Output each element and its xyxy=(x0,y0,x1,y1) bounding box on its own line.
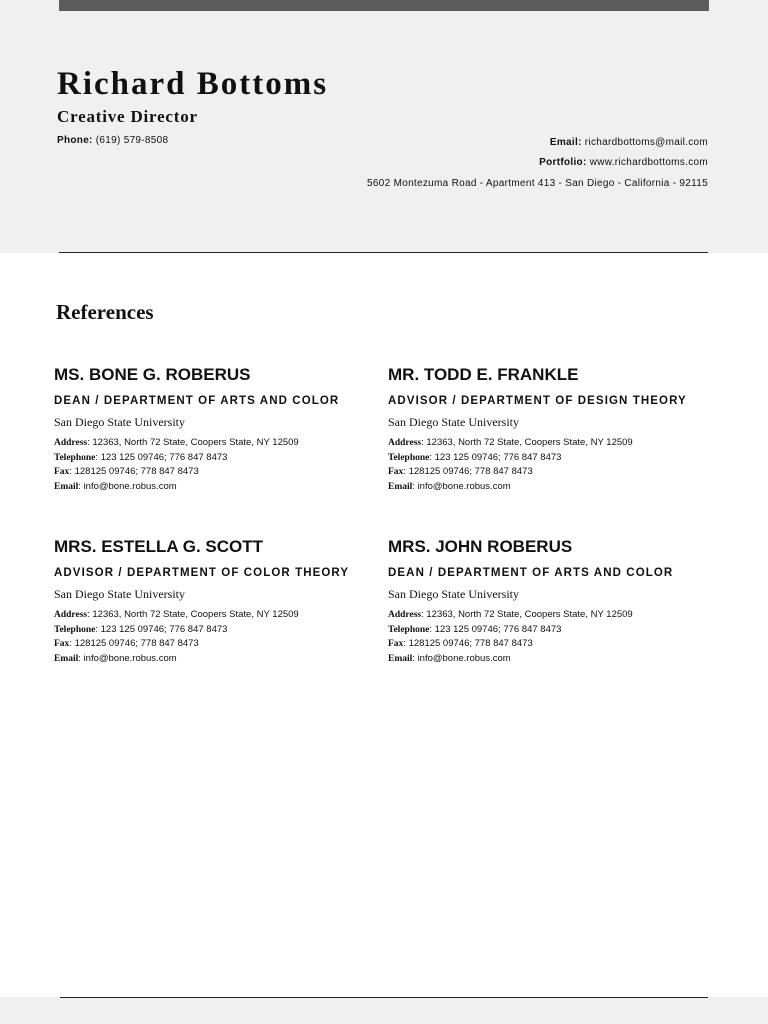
telephone-label: Telephone xyxy=(388,453,430,463)
footer-band xyxy=(0,997,768,1024)
address-value: 12363, North 72 State, Coopers State, NY 12509 xyxy=(92,437,299,448)
email-value[interactable]: info@bone.robus.com xyxy=(417,653,511,664)
reference-role: ADVISOR / DEPARTMENT OF COLOR THEORY xyxy=(54,567,350,579)
reference-fax: Fax: 128125 09746; 778 847 8473 xyxy=(388,466,533,477)
reference-name: MRS. JOHN ROBERUS xyxy=(388,537,573,556)
reference-organization: San Diego State University xyxy=(54,587,185,601)
address-label: Address xyxy=(388,438,422,448)
fax-label: Fax xyxy=(54,467,70,477)
reference-address: Address: 12363, North 72 State, Coopers State, NY 12509 xyxy=(54,437,299,448)
reference-email: Email: info@bone.robus.com xyxy=(388,653,511,664)
email-label: Email xyxy=(388,482,413,492)
reference-email: Email: info@bone.robus.com xyxy=(54,481,177,492)
reference-name: MRS. ESTELLA G. SCOTT xyxy=(54,537,264,556)
portfolio-value[interactable]: www.richardbottoms.com xyxy=(589,157,708,168)
fax-label: Fax xyxy=(388,639,404,649)
telephone-label: Telephone xyxy=(388,625,430,635)
reference-role: DEAN / DEPARTMENT OF ARTS AND COLOR xyxy=(388,567,674,579)
address-label: Address xyxy=(388,610,422,620)
portfolio-label: Portfolio: xyxy=(539,157,587,168)
telephone-label: Telephone xyxy=(54,625,96,635)
email-value[interactable]: info@bone.robus.com xyxy=(83,653,177,664)
reference-organization: San Diego State University xyxy=(388,415,519,429)
email-line xyxy=(550,137,708,148)
phone-line xyxy=(57,135,168,146)
fax-label: Fax xyxy=(54,639,70,649)
reference-fax: Fax: 128125 09746; 778 847 8473 xyxy=(54,466,199,477)
reference-role: ADVISOR / DEPARTMENT OF DESIGN THEORY xyxy=(388,395,687,407)
reference-address: Address: 12363, North 72 State, Coopers State, NY 12509 xyxy=(54,609,299,620)
reference-telephone: Telephone: 123 125 09746; 776 847 8473 xyxy=(388,452,562,463)
address-line: 5602 Montezuma Road - Apartment 413 - San Diego - California - 92115 xyxy=(367,178,708,189)
reference-address: Address: 12363, North 72 State, Coopers State, NY 12509 xyxy=(388,437,633,448)
address-value: 12363, North 72 State, Coopers State, NY 12509 xyxy=(426,609,633,620)
reference-fax: Fax: 128125 09746; 778 847 8473 xyxy=(388,638,533,649)
portfolio-line xyxy=(539,157,708,168)
fax-label: Fax xyxy=(388,467,404,477)
footer-divider xyxy=(60,997,708,998)
reference-role: DEAN / DEPARTMENT OF ARTS AND COLOR xyxy=(54,395,340,407)
reference-address: Address: 12363, North 72 State, Coopers State, NY 12509 xyxy=(388,609,633,620)
fax-value: 128125 09746; 778 847 8473 xyxy=(408,466,533,477)
reference-name: MS. BONE G. ROBERUS xyxy=(54,365,251,384)
reference-telephone: Telephone: 123 125 09746; 776 847 8473 xyxy=(388,624,562,635)
telephone-value: 123 125 09746; 776 847 8473 xyxy=(100,452,228,463)
telephone-label: Telephone xyxy=(54,453,96,463)
telephone-value: 123 125 09746; 776 847 8473 xyxy=(100,624,228,635)
fax-value: 128125 09746; 778 847 8473 xyxy=(408,638,533,649)
email-value[interactable]: richardbottoms@mail.com xyxy=(584,137,708,148)
fax-value: 128125 09746; 778 847 8473 xyxy=(74,466,199,477)
email-label: Email xyxy=(388,654,413,664)
address-label: Address xyxy=(54,610,88,620)
reference-fax: Fax: 128125 09746; 778 847 8473 xyxy=(54,638,199,649)
phone-value: (619) 579-8508 xyxy=(95,135,169,146)
reference-telephone: Telephone: 123 125 09746; 776 847 8473 xyxy=(54,452,228,463)
job-title: Creative Director xyxy=(57,107,198,126)
address-value: 12363, North 72 State, Coopers State, NY 12509 xyxy=(426,437,633,448)
address-value: 12363, North 72 State, Coopers State, NY 12509 xyxy=(92,609,299,620)
email-label: Email xyxy=(54,482,79,492)
email-value[interactable]: info@bone.robus.com xyxy=(417,481,511,492)
reference-telephone: Telephone: 123 125 09746; 776 847 8473 xyxy=(54,624,228,635)
email-value[interactable]: info@bone.robus.com xyxy=(83,481,177,492)
phone-label: Phone: xyxy=(57,135,93,146)
header-divider xyxy=(59,252,708,253)
fax-value: 128125 09746; 778 847 8473 xyxy=(74,638,199,649)
email-label: Email: xyxy=(549,137,582,148)
top-accent-bar xyxy=(59,0,709,11)
address-label: Address xyxy=(54,438,88,448)
telephone-value: 123 125 09746; 776 847 8473 xyxy=(434,452,562,463)
telephone-value: 123 125 09746; 776 847 8473 xyxy=(434,624,562,635)
reference-name: MR. TODD E. FRANKLE xyxy=(388,365,579,384)
reference-email: Email: info@bone.robus.com xyxy=(54,653,177,664)
reference-organization: San Diego State University xyxy=(388,587,519,601)
section-title: References xyxy=(56,300,154,324)
resume-name: Richard Bottoms xyxy=(57,66,329,102)
email-label: Email xyxy=(54,654,79,664)
reference-email: Email: info@bone.robus.com xyxy=(388,481,511,492)
reference-organization: San Diego State University xyxy=(54,415,185,429)
